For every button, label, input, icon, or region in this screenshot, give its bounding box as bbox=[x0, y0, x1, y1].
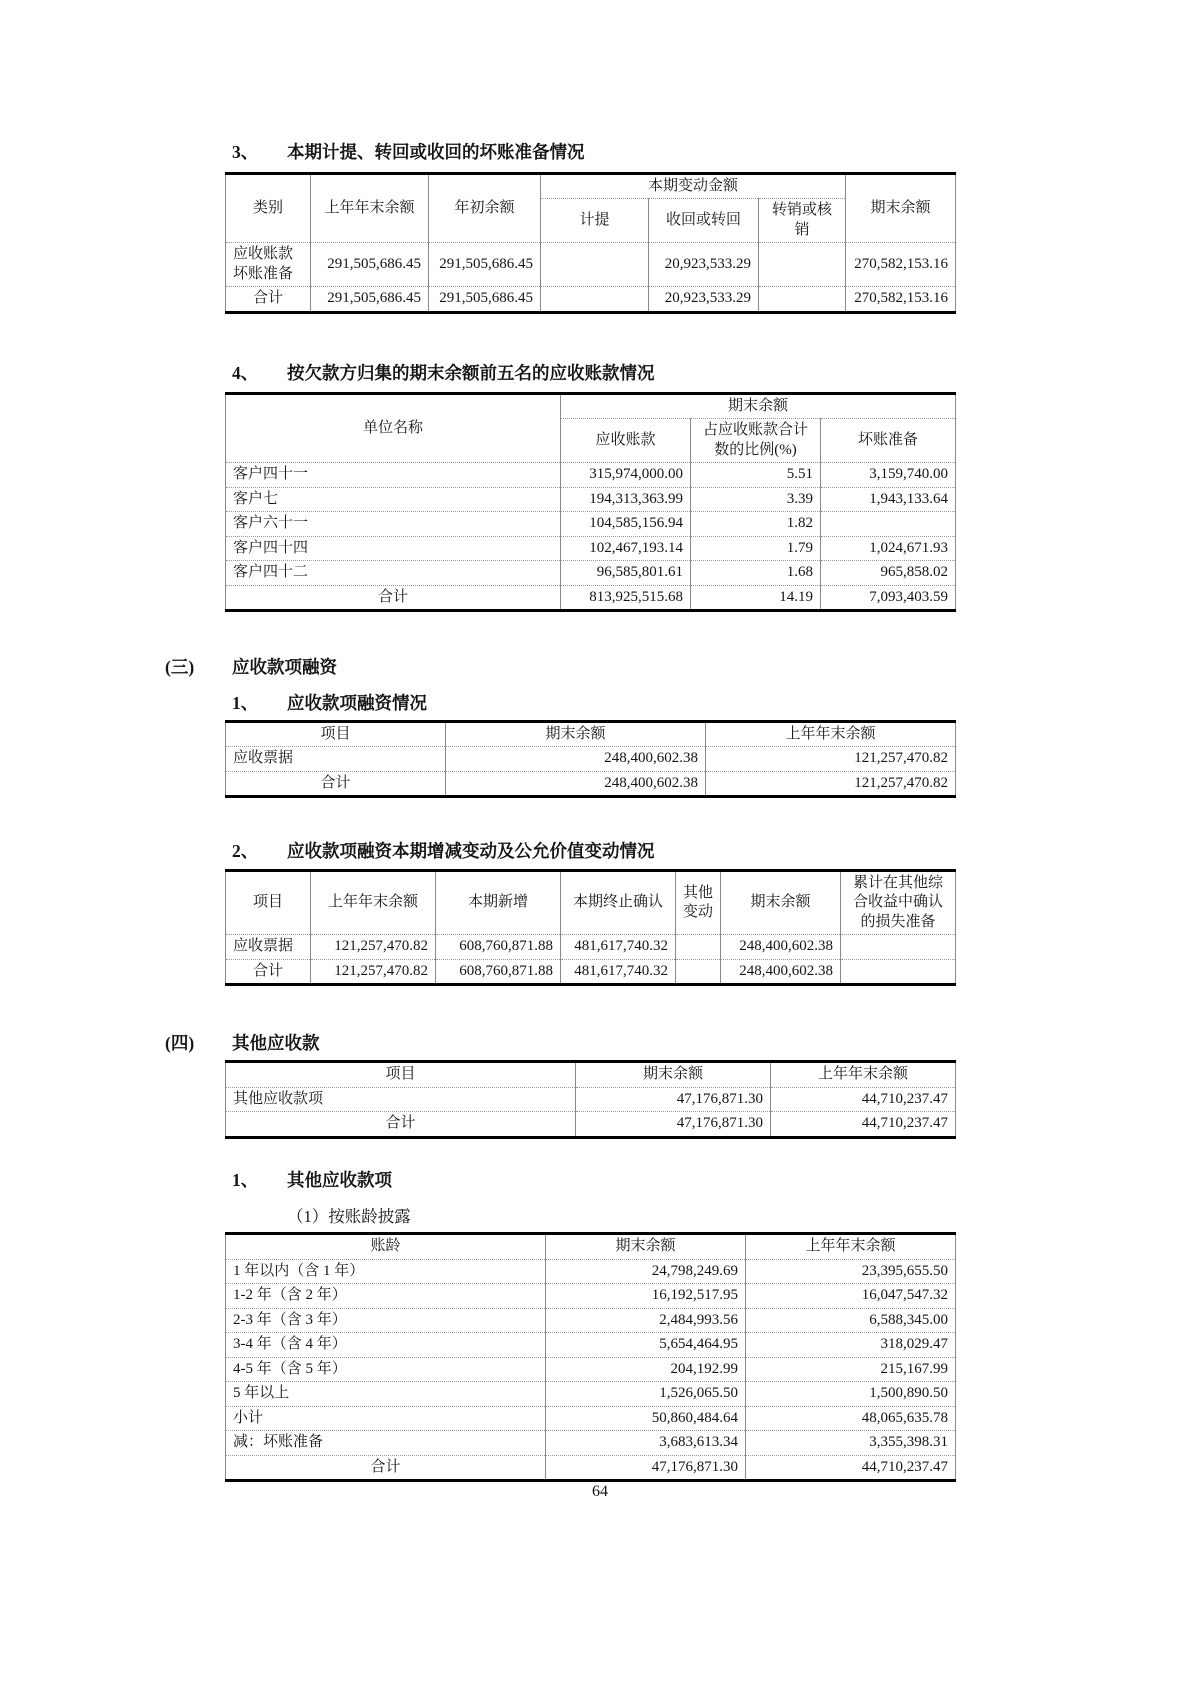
table-row bbox=[226, 1087, 956, 1112]
col-header-bad-debt: 坏账准备 bbox=[821, 419, 956, 463]
table-row bbox=[226, 243, 956, 287]
table-cell: 合计 bbox=[226, 1112, 576, 1138]
table-row bbox=[226, 512, 956, 537]
table-cell: 291,505,686.45 bbox=[311, 243, 429, 287]
table-cell: 20,923,533.29 bbox=[649, 243, 759, 287]
col-header-writeoff: 转销或核销 bbox=[759, 199, 846, 243]
heading-text: 应收款项融资 bbox=[232, 657, 337, 677]
col-header-period-end: 期末余额 bbox=[721, 870, 841, 935]
table-cell bbox=[676, 959, 721, 985]
table-cell: 121,257,470.82 bbox=[311, 935, 436, 960]
heading-number: 1、 bbox=[232, 1169, 259, 1190]
table-row bbox=[226, 1357, 956, 1382]
table-cell: 6,588,345.00 bbox=[746, 1308, 956, 1333]
col-header-new-current: 本期新增 bbox=[436, 870, 561, 935]
col-header-prev-year-end: 上年年末余额 bbox=[771, 1062, 956, 1088]
table-cell: 1 年以内（含 1 年） bbox=[226, 1259, 546, 1284]
table-cell: 3-4 年（含 4 年） bbox=[226, 1333, 546, 1358]
table-cell: 248,400,602.38 bbox=[446, 771, 706, 797]
table-total-row bbox=[226, 287, 956, 313]
table-total-row bbox=[226, 959, 956, 985]
table-header-row bbox=[226, 1062, 956, 1088]
table-cell: 1.82 bbox=[691, 512, 821, 537]
table-cell: 7,093,403.59 bbox=[821, 585, 956, 611]
table-cell: 客户六十一 bbox=[226, 512, 561, 537]
heading-top-five-receivables bbox=[232, 362, 955, 385]
table-cell: 608,760,871.88 bbox=[436, 959, 561, 985]
table-cell bbox=[759, 287, 846, 313]
table-row bbox=[226, 1308, 956, 1333]
table-cell: 204,192.99 bbox=[546, 1357, 746, 1382]
table-total-row bbox=[226, 771, 956, 797]
table-cell: 3,683,613.34 bbox=[546, 1431, 746, 1456]
table-cell: 481,617,740.32 bbox=[561, 935, 676, 960]
table-cell: 248,400,602.38 bbox=[721, 935, 841, 960]
table-cell: 3,159,740.00 bbox=[821, 463, 956, 488]
table-row bbox=[226, 1382, 956, 1407]
table-cell: 2-3 年（含 3 年） bbox=[226, 1308, 546, 1333]
table-cell: 应收票据 bbox=[226, 747, 446, 772]
table-cell: 应收账款坏账准备 bbox=[226, 243, 311, 287]
table-cell: 47,176,871.30 bbox=[576, 1112, 771, 1138]
table-cell: 减：坏账准备 bbox=[226, 1431, 546, 1456]
table-cell: 5.51 bbox=[691, 463, 821, 488]
col-header-prev-year-end: 上年年末余额 bbox=[706, 721, 956, 747]
table-cell: 客户四十四 bbox=[226, 536, 561, 561]
heading-receivables-financing-status bbox=[232, 692, 955, 715]
table-cell: 16,047,547.32 bbox=[746, 1284, 956, 1309]
col-header-period-end: 期末余额 bbox=[846, 173, 956, 243]
col-header-period-end: 期末余额 bbox=[446, 721, 706, 747]
col-header-prev-year-end: 上年年末余额 bbox=[311, 173, 429, 243]
table-cell: 44,710,237.47 bbox=[771, 1112, 956, 1138]
table-cell bbox=[841, 935, 956, 960]
table-cell: 1.68 bbox=[691, 561, 821, 586]
table-cell: 其他应收款项 bbox=[226, 1087, 576, 1112]
col-header-item: 项目 bbox=[226, 721, 446, 747]
table-cell: 270,582,153.16 bbox=[846, 243, 956, 287]
table-cell: 965,858.02 bbox=[821, 561, 956, 586]
table-cell: 5 年以上 bbox=[226, 1382, 546, 1407]
table-cell: 14.19 bbox=[691, 585, 821, 611]
table-cell: 3.39 bbox=[691, 487, 821, 512]
table-cell: 客户四十一 bbox=[226, 463, 561, 488]
heading-receivables-financing-section bbox=[165, 656, 955, 679]
heading-text: 本期计提、转回或收回的坏账准备情况 bbox=[287, 142, 585, 162]
table-cell: 608,760,871.88 bbox=[436, 935, 561, 960]
table-cell: 102,467,193.14 bbox=[561, 536, 691, 561]
col-header-period-end: 期末余额 bbox=[546, 1234, 746, 1260]
other-receivables-table bbox=[225, 1060, 956, 1139]
table-cell: 1,024,671.93 bbox=[821, 536, 956, 561]
heading-number: 3、 bbox=[232, 142, 259, 162]
table-cell bbox=[841, 959, 956, 985]
table-row bbox=[226, 487, 956, 512]
table-cell: 1-2 年（含 2 年） bbox=[226, 1284, 546, 1309]
table-cell: 315,974,000.00 bbox=[561, 463, 691, 488]
table-cell: 50,860,484.64 bbox=[546, 1406, 746, 1431]
table-total-row bbox=[226, 1455, 956, 1481]
table-cell: 291,505,686.45 bbox=[311, 287, 429, 313]
heading-number: 1、 bbox=[232, 692, 259, 713]
heading-financing-change bbox=[232, 840, 955, 863]
table-row bbox=[226, 1406, 956, 1431]
table-header-row bbox=[226, 173, 956, 199]
table-row bbox=[226, 1284, 956, 1309]
col-header-period-end: 期末余额 bbox=[576, 1062, 771, 1088]
col-header-prev-year-end: 上年年末余额 bbox=[746, 1234, 956, 1260]
table-cell: 4-5 年（含 5 年） bbox=[226, 1357, 546, 1382]
table-cell bbox=[821, 512, 956, 537]
table-row bbox=[226, 536, 956, 561]
heading-other-receivables-section bbox=[165, 1032, 955, 1055]
table-cell: 47,176,871.30 bbox=[576, 1087, 771, 1112]
col-header-accounts-receivable: 应收账款 bbox=[561, 419, 691, 463]
table-row bbox=[226, 561, 956, 586]
heading-number: 2、 bbox=[232, 841, 259, 861]
table-cell: 23,395,655.50 bbox=[746, 1259, 956, 1284]
table-cell: 96,585,801.61 bbox=[561, 561, 691, 586]
table-cell: 481,617,740.32 bbox=[561, 959, 676, 985]
col-header-oci-loss-provision: 累计在其他综合收益中确认的损失准备 bbox=[841, 870, 956, 935]
col-header-prev-year-end: 上年年末余额 bbox=[311, 870, 436, 935]
heading-text: 应收款项融资情况 bbox=[287, 692, 427, 713]
table-cell: 客户四十二 bbox=[226, 561, 561, 586]
table-row bbox=[226, 463, 956, 488]
table-cell: 48,065,635.78 bbox=[746, 1406, 956, 1431]
table-cell: 应收票据 bbox=[226, 935, 311, 960]
col-header-derecognized: 本期终止确认 bbox=[561, 870, 676, 935]
financing-change-table bbox=[225, 869, 956, 987]
table-cell: 5,654,464.95 bbox=[546, 1333, 746, 1358]
col-header-item: 项目 bbox=[226, 870, 311, 935]
table-cell: 24,798,249.69 bbox=[546, 1259, 746, 1284]
table-cell: 1,943,133.64 bbox=[821, 487, 956, 512]
table-cell: 合计 bbox=[226, 287, 311, 313]
receivables-financing-table bbox=[225, 720, 956, 799]
heading-text: 应收款项融资本期增减变动及公允价值变动情况 bbox=[287, 841, 655, 861]
table-cell: 194,313,363.99 bbox=[561, 487, 691, 512]
table-header-row bbox=[226, 721, 956, 747]
col-header-ratio: 占应收账款合计数的比例(%) bbox=[691, 419, 821, 463]
col-header-item: 项目 bbox=[226, 1062, 576, 1088]
col-header-year-begin: 年初余额 bbox=[429, 173, 541, 243]
table-cell: 813,925,515.68 bbox=[561, 585, 691, 611]
table-cell: 215,167.99 bbox=[746, 1357, 956, 1382]
page-number: 64 bbox=[592, 1483, 608, 1500]
heading-bad-debt-provision bbox=[232, 141, 955, 164]
aging-analysis-table bbox=[225, 1232, 956, 1482]
heading-text: 按欠款方归集的期末余额前五名的应收账款情况 bbox=[287, 362, 655, 383]
table-cell: 291,505,686.45 bbox=[429, 243, 541, 287]
col-header-entity-name: 单位名称 bbox=[226, 393, 561, 463]
table-cell: 客户七 bbox=[226, 487, 561, 512]
table-cell: 270,582,153.16 bbox=[846, 287, 956, 313]
table-cell: 121,257,470.82 bbox=[311, 959, 436, 985]
table-cell: 2,484,993.56 bbox=[546, 1308, 746, 1333]
table-row bbox=[226, 935, 956, 960]
table-cell: 合计 bbox=[226, 1455, 546, 1481]
table-cell bbox=[676, 935, 721, 960]
table-cell: 44,710,237.47 bbox=[771, 1087, 956, 1112]
table-cell: 合计 bbox=[226, 585, 561, 611]
bad-debt-provision-table bbox=[225, 172, 956, 314]
col-header-category: 类别 bbox=[226, 173, 311, 243]
col-header-aging: 账龄 bbox=[226, 1234, 546, 1260]
table-header-row bbox=[226, 870, 956, 935]
col-header-other-change: 其他变动 bbox=[676, 870, 721, 935]
table-cell: 3,355,398.31 bbox=[746, 1431, 956, 1456]
heading-aging-disclosure: （1）按账龄披露 bbox=[287, 1207, 411, 1227]
col-header-period-end-group: 期末余额 bbox=[561, 393, 956, 419]
col-header-recovered: 收回或转回 bbox=[649, 199, 759, 243]
table-cell: 291,505,686.45 bbox=[429, 287, 541, 313]
heading-number: 4、 bbox=[232, 362, 259, 383]
table-cell: 合计 bbox=[226, 959, 311, 985]
table-cell: 47,176,871.30 bbox=[546, 1455, 746, 1481]
table-cell bbox=[759, 243, 846, 287]
table-header-row bbox=[226, 393, 956, 419]
table-cell: 合计 bbox=[226, 771, 446, 797]
table-row bbox=[226, 1431, 956, 1456]
table-cell: 248,400,602.38 bbox=[446, 747, 706, 772]
heading-number: (三) bbox=[165, 657, 195, 677]
col-header-current-change-group: 本期变动金额 bbox=[541, 173, 846, 199]
heading-text: 其他应收款项 bbox=[287, 1169, 392, 1190]
table-cell: 248,400,602.38 bbox=[721, 959, 841, 985]
table-header-row bbox=[226, 1234, 956, 1260]
table-cell: 小计 bbox=[226, 1406, 546, 1431]
table-row bbox=[226, 1259, 956, 1284]
table-cell: 121,257,470.82 bbox=[706, 747, 956, 772]
table-cell: 44,710,237.47 bbox=[746, 1455, 956, 1481]
table-cell: 1,526,065.50 bbox=[546, 1382, 746, 1407]
table-cell: 1,500,890.50 bbox=[746, 1382, 956, 1407]
heading-text: 其他应收款 bbox=[232, 1033, 320, 1054]
table-cell: 318,029.47 bbox=[746, 1333, 956, 1358]
heading-number: (四) bbox=[165, 1033, 195, 1054]
table-row bbox=[226, 1333, 956, 1358]
table-row bbox=[226, 747, 956, 772]
table-cell: 1.79 bbox=[691, 536, 821, 561]
table-total-row bbox=[226, 585, 956, 611]
table-cell bbox=[541, 287, 649, 313]
table-cell: 16,192,517.95 bbox=[546, 1284, 746, 1309]
top-five-receivables-table bbox=[225, 392, 956, 613]
col-header-accrual: 计提 bbox=[541, 199, 649, 243]
table-cell: 104,585,156.94 bbox=[561, 512, 691, 537]
table-total-row bbox=[226, 1112, 956, 1138]
table-cell: 121,257,470.82 bbox=[706, 771, 956, 797]
table-cell bbox=[541, 243, 649, 287]
table-cell: 20,923,533.29 bbox=[649, 287, 759, 313]
heading-other-receivable-items bbox=[232, 1169, 955, 1192]
